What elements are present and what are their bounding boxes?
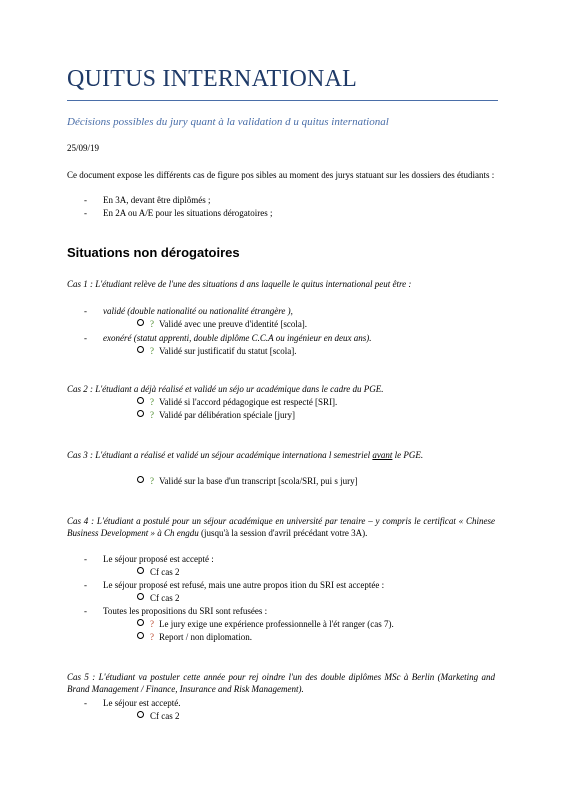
list-item-text: Le séjour proposé est refusé, mais une autre propos ition du SRI est acceptée : bbox=[103, 580, 385, 590]
list-item-text: Le séjour proposé est accepté : bbox=[103, 554, 214, 564]
sub-list-item bbox=[137, 592, 180, 604]
circle-bullet-icon bbox=[137, 476, 144, 483]
sub-item-text: Validé par délibération spéciale [jury] bbox=[159, 410, 295, 420]
sub-list-item bbox=[137, 631, 252, 643]
check-icon: ? bbox=[150, 346, 154, 356]
cas2-intro: Cas 2 : L'étudiant a déjà réalisé et validé un séjo ur académique dans le cadre du PGE. bbox=[67, 384, 384, 394]
cas4-intro bbox=[67, 516, 495, 539]
list-item-text: exonéré (statut apprenti, double diplôme C.C.A ou ingénieur en deux ans). bbox=[103, 333, 372, 343]
check-icon: ? bbox=[150, 410, 154, 420]
cas3-intro-end: le PGE. bbox=[392, 450, 424, 460]
list-item-text: En 2A ou A/E pour les situations dérogatoires ; bbox=[103, 208, 273, 218]
cas1-intro: Cas 1 : L'étudiant relève de l'une des situations d ans laquelle le quitus international peut être : bbox=[67, 279, 412, 289]
sub-list-item bbox=[137, 566, 180, 578]
sub-list-item bbox=[137, 396, 337, 408]
check-icon: ? bbox=[150, 397, 154, 407]
sub-list-item bbox=[137, 475, 358, 487]
cas5-intro: Cas 5 : L'étudiant va postuler cette année pour rej oindre l'un des double diplômes MSc à Berlin (Marketing and Brand Management / Finance, Insurance and Risk Management). bbox=[67, 672, 495, 694]
sub-item-text: Cf cas 2 bbox=[150, 567, 180, 577]
sub-list-item bbox=[137, 318, 307, 330]
dash-bullet: - bbox=[84, 554, 87, 564]
sub-list-item bbox=[137, 345, 296, 357]
circle-bullet-icon bbox=[137, 319, 144, 326]
sub-item-text: Validé sur la base d'un transcript [scola/SRI, pui s jury] bbox=[159, 476, 358, 486]
circle-bullet-icon bbox=[137, 410, 144, 417]
cas4-intro-italic: Cas 4 : L'étudiant a postulé pour un séjour académique en université par tenaire – y compris le certificat « Chinese Business Development » à Ch engdu bbox=[67, 516, 495, 538]
sub-list-item bbox=[137, 618, 394, 630]
dash-bullet: - bbox=[84, 333, 87, 343]
cas3-intro bbox=[67, 450, 495, 462]
dash-bullet: - bbox=[84, 606, 87, 616]
sub-list-item bbox=[137, 710, 180, 722]
circle-bullet-icon bbox=[137, 397, 144, 404]
dash-bullet: - bbox=[84, 306, 87, 316]
sub-item-text: Le jury exige une expérience professionnelle à l'ét ranger (cas 7). bbox=[159, 619, 394, 629]
check-icon: ? bbox=[150, 319, 154, 329]
cas3-intro-text: Cas 3 : L'étudiant a réalisé et validé un séjour académique internationa l semestriel bbox=[67, 450, 373, 460]
circle-bullet-icon bbox=[137, 593, 144, 600]
cas3-intro-underlined: avant bbox=[372, 450, 393, 460]
dash-bullet: - bbox=[84, 208, 87, 218]
list-item-text: validé (double nationalité ou nationalité étrangère ), bbox=[103, 306, 293, 316]
section-heading: Situations non dérogatoires bbox=[67, 245, 240, 260]
title-rule bbox=[67, 100, 498, 101]
list-item-text: En 3A, devant être diplômés ; bbox=[103, 195, 211, 205]
dash-bullet: - bbox=[84, 195, 87, 205]
document-subtitle: Décisions possibles du jury quant à la validation d u quitus international bbox=[67, 116, 389, 128]
dash-bullet: - bbox=[84, 580, 87, 590]
list-item-text: Toutes les propositions du SRI sont refusées : bbox=[103, 606, 268, 616]
sub-item-text: Validé si l'accord pédagogique est respecté [SRI]. bbox=[159, 397, 338, 407]
alert-icon: ? bbox=[150, 619, 154, 629]
circle-bullet-icon bbox=[137, 567, 144, 574]
document-date: 25/09/19 bbox=[67, 143, 100, 153]
circle-bullet-icon bbox=[137, 711, 144, 718]
document-title: QUITUS INTERNATIONAL bbox=[67, 66, 357, 92]
sub-item-text: Cf cas 2 bbox=[150, 593, 180, 603]
sub-item-text: Validé sur justificatif du statut [scola]. bbox=[159, 346, 297, 356]
intro-paragraph: Ce document expose les différents cas de figure pos sibles au moment des jurys statuant sur les dossiers des étudiants : bbox=[67, 170, 495, 180]
alert-icon: ? bbox=[150, 632, 154, 642]
circle-bullet-icon bbox=[137, 632, 144, 639]
sub-item-text: Report / non diplomation. bbox=[159, 632, 252, 642]
sub-item-text: Cf cas 2 bbox=[150, 711, 180, 721]
list-item-text: Le séjour est accepté. bbox=[103, 698, 181, 708]
sub-item-text: Validé avec une preuve d'identité [scola]. bbox=[159, 319, 308, 329]
check-icon: ? bbox=[150, 476, 154, 486]
circle-bullet-icon bbox=[137, 346, 144, 353]
circle-bullet-icon bbox=[137, 619, 144, 626]
sub-list-item bbox=[137, 409, 295, 421]
cas4-intro-text: (jusqu'à la session d'avril précédant votre 3A). bbox=[198, 527, 368, 538]
dash-bullet: - bbox=[84, 698, 87, 708]
